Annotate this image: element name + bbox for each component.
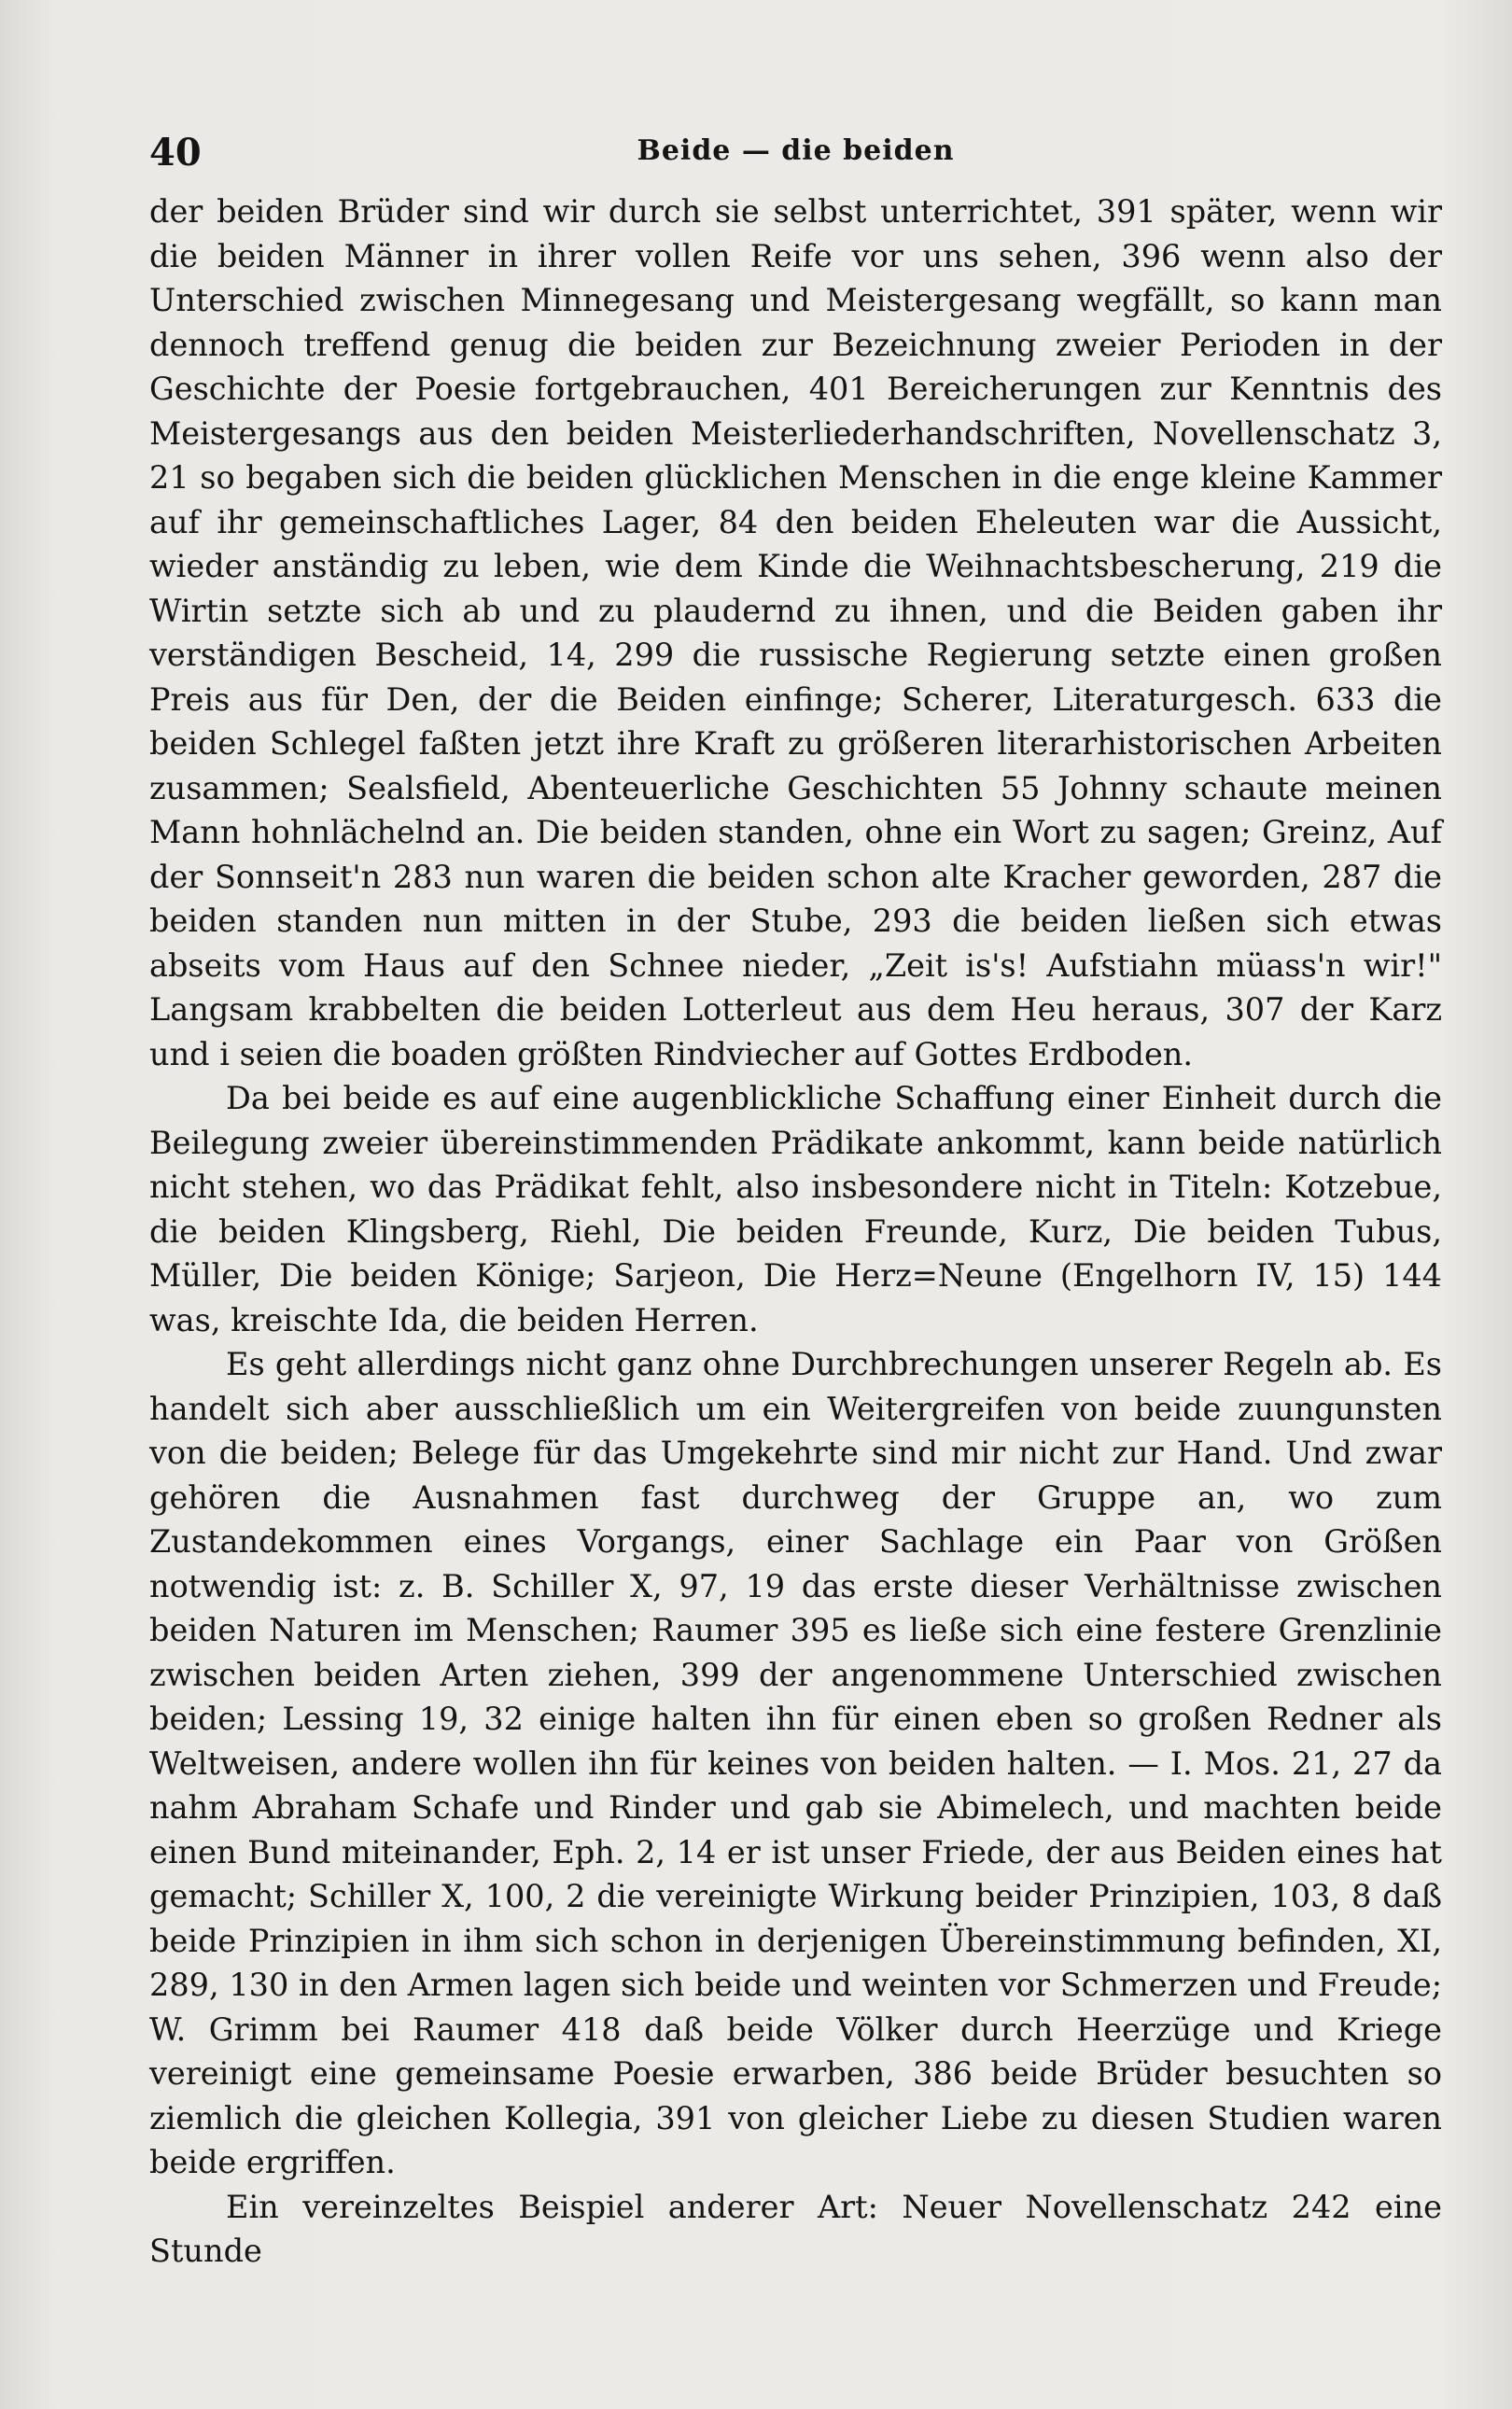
body-text: [149, 189, 1442, 2274]
paragraph-1: der beiden Brüder sind wir durch sie selbst unterrichtet, 391 später, wenn wir die beiden Männer in ihrer vollen Reife vor uns sehen, 396 wenn also der Unterschied zwischen Minnegesang und Meistergesang wegfällt, so kann man dennoch treffend genug die beiden zur Bezeichnung zweier Perioden in der Geschichte der Poesie fortgebrauchen, 401 Bereicherungen zur Kenntnis des Meistergesangs aus den beiden Meisterliederhandschriften, Novellenschatz 3, 21 so begaben sich die beiden glücklichen Menschen in die enge kleine Kammer auf ihr gemeinschaftliches Lager, 84 den beiden Eheleuten war die Aussicht, wieder anständig zu leben, wie dem Kinde die Weihnachtsbescherung, 219 die Wirtin setzte sich ab und zu plaudernd zu ihnen, und die Beiden gaben ihr verständigen Bescheid, 14, 299 die russische Regierung setzte einen großen Preis aus für Den, der die Beiden einfinge; Scherer, Literaturgesch. 633 die beiden Schlegel faßten jetzt ihre Kraft zu größeren literarhistorischen Arbeiten zusammen; Sealsfield, Abenteuerliche Geschichten 55 Johnny schaute meinen Mann hohnlächelnd an. Die beiden standen, ohne ein Wort zu sagen; Greinz, Auf der Sonnseit'n 283 nun waren die beiden schon alte Kracher geworden, 287 die beiden standen nun mitten in der Stube, 293 die beiden ließen sich etwas abseits vom Haus auf den Schnee nieder, „Zeit is's! Aufstiahn müass'n wir!" Langsam krabbelten die beiden Lotterleut aus dem Heu heraus, 307 der Karz und i seien die boaden größten Rindviecher auf Gottes Erdboden.: [149, 193, 1442, 1072]
page-header: [149, 131, 1442, 187]
paragraph-2: Da bei beide es auf eine augenblickliche Schaffung einer Einheit durch die Beilegung zweier übereinstimmenden Prädikate ankommt, kann beide natürlich nicht stehen, wo das Prädikat fehlt, also insbesondere nicht in Titeln: Kotzebue, die beiden Klingsberg, Riehl, Die beiden Freunde, Kurz, Die beiden Tubus, Müller, Die beiden Könige; Sarjeon, Die Herz=Neune (Engelhorn IV, 15) 144 was, kreischte Ida, die beiden Herren.: [149, 1080, 1442, 1338]
paragraph-3: Es geht allerdings nicht ganz ohne Durchbrechungen unserer Regeln ab. Es handelt sich aber ausschließlich um ein Weitergreifen von beide zuungunsten von die beiden; Belege für das Umgekehrte sind mir nicht zur Hand. Und zwar gehören die Ausnahmen fast durchweg der Gruppe an, wo zum Zustandekommen eines Vorgangs, einer Sachlage ein Paar von Größen notwendig ist: z. B. Schiller X, 97, 19 das erste dieser Verhältnisse zwischen beiden Naturen im Menschen; Raumer 395 es ließe sich eine festere Grenzlinie zwischen beiden Arten ziehen, 399 der angenommene Unterschied zwischen beiden; Lessing 19, 32 einige halten ihn für einen eben so großen Redner als Weltweisen, andere wollen ihn für keines von beiden halten. — I. Mos. 21, 27 da nahm Abraham Schafe und Rinder und gab sie Abimelech, und machten beide einen Bund miteinander, Eph. 2, 14 er ist unser Friede, der aus Beiden eines hat gemacht; Schiller X, 100, 2 die vereinigte Wirkung beider Prinzipien, 103, 8 daß beide Prinzipien in ihm sich schon in derjenigen Übereinstimmung befinden, XI, 289, 130 in den Armen lagen sich beide und weinten vor Schmerzen und Freude; W. Grimm bei Raumer 418 daß beide Völker durch Heerzüge und Kriege vereinigt eine gemeinsame Poesie erwarben, 386 beide Brüder besuchten so ziemlich die gleichen Kollegia, 391 von gleicher Liebe zu diesen Studien waren beide ergriffen.: [149, 1346, 1442, 2180]
page-number: 40: [149, 131, 202, 175]
paragraph-4: Ein vereinzeltes Beispiel anderer Art: Neuer Novellenschatz 242 eine Stunde: [149, 2188, 1442, 2269]
running-head: Beide — die beiden: [637, 134, 955, 167]
